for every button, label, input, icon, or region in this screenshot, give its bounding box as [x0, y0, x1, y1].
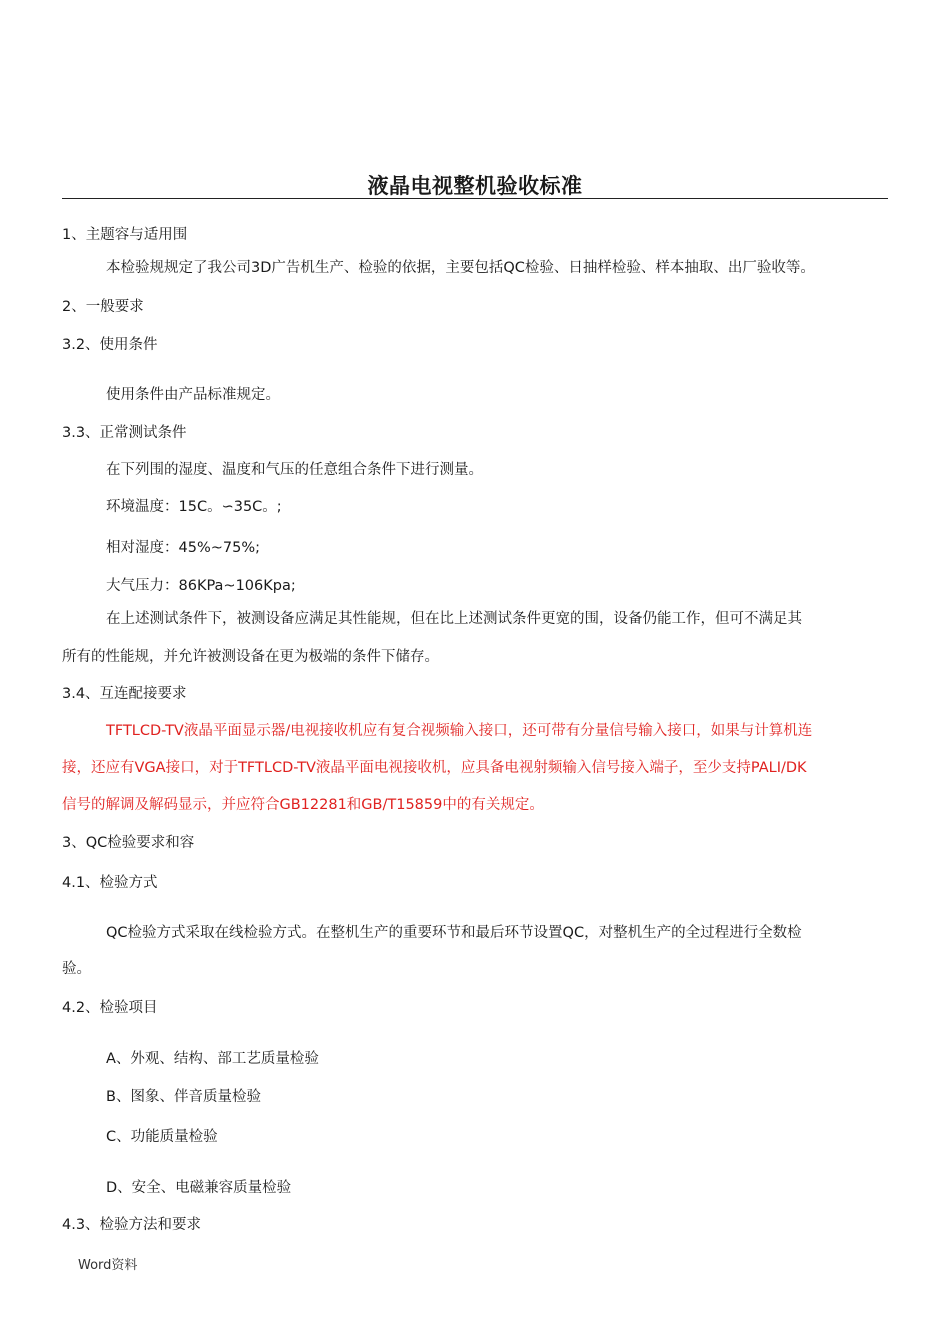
text-line: 4.2、检验项目: [62, 1000, 158, 1016]
text-line: QC检验方式采取在线检验方式。在整机生产的重要环节和最后环节设置QC，对整机生产的全过程进行全数检: [106, 925, 802, 941]
footer-label: Word资料: [78, 1258, 138, 1273]
title-underline: [62, 198, 888, 199]
text-line: C、功能质量检验: [106, 1129, 218, 1145]
text-line: 在下列围的湿度、温度和气压的任意组合条件下进行测量。: [106, 462, 483, 478]
text-line: B、图象、伴音质量检验: [106, 1089, 261, 1105]
text-line: 大气压力：86KPa~106Kpa;: [106, 578, 296, 594]
text-line: 接，还应有VGA接口，对于TFTLCD-TV液晶平面电视接收机，应具备电视射频输入信号接入端子，至少支持PALI/DK: [62, 760, 807, 776]
text-line: D、安全、电磁兼容质量检验: [106, 1180, 292, 1196]
text-line: A、外观、结构、部工艺质量检验: [106, 1051, 319, 1067]
text-line: 1、主题容与适用围: [62, 227, 188, 243]
text-line: 信号的解调及解码显示，并应符合GB12281和GB/T15859中的有关规定。: [62, 797, 544, 813]
text-line: 验。: [62, 961, 91, 977]
text-line: 3.4、互连配接要求: [62, 686, 187, 702]
text-line: 本检验规规定了我公司3D广告机生产、检验的依据，主要包括QC检验、日抽样检验、样本抽取、出厂验收等。: [106, 260, 815, 276]
text-line: 2、一般要求: [62, 299, 144, 315]
text-line: TFTLCD-TV液晶平面显示器/电视接收机应有复合视频输入接口，还可带有分量信号输入接口，如果与计算机连: [106, 723, 813, 739]
text-line: 所有的性能规，并允许被测设备在更为极端的条件下储存。: [62, 649, 439, 665]
text-line: 相对湿度：45%~75%;: [106, 540, 260, 556]
text-line: 3、QC检验要求和容: [62, 835, 195, 851]
text-line: 使用条件由产品标准规定。: [106, 387, 280, 403]
document-title: 液晶电视整机验收标准: [367, 173, 583, 198]
text-line: 3.2、使用条件: [62, 337, 158, 353]
text-line: 环境温度：15C。∽35C。;: [106, 499, 282, 515]
text-line: 4.3、检验方法和要求: [62, 1217, 202, 1233]
text-line: 4.1、检验方式: [62, 875, 158, 891]
text-line: 在上述测试条件下，被测设备应满足其性能规，但在比上述测试条件更宽的围，设备仍能工作，但可不满足其: [106, 611, 802, 627]
text-line: 3.3、正常测试条件: [62, 425, 187, 441]
